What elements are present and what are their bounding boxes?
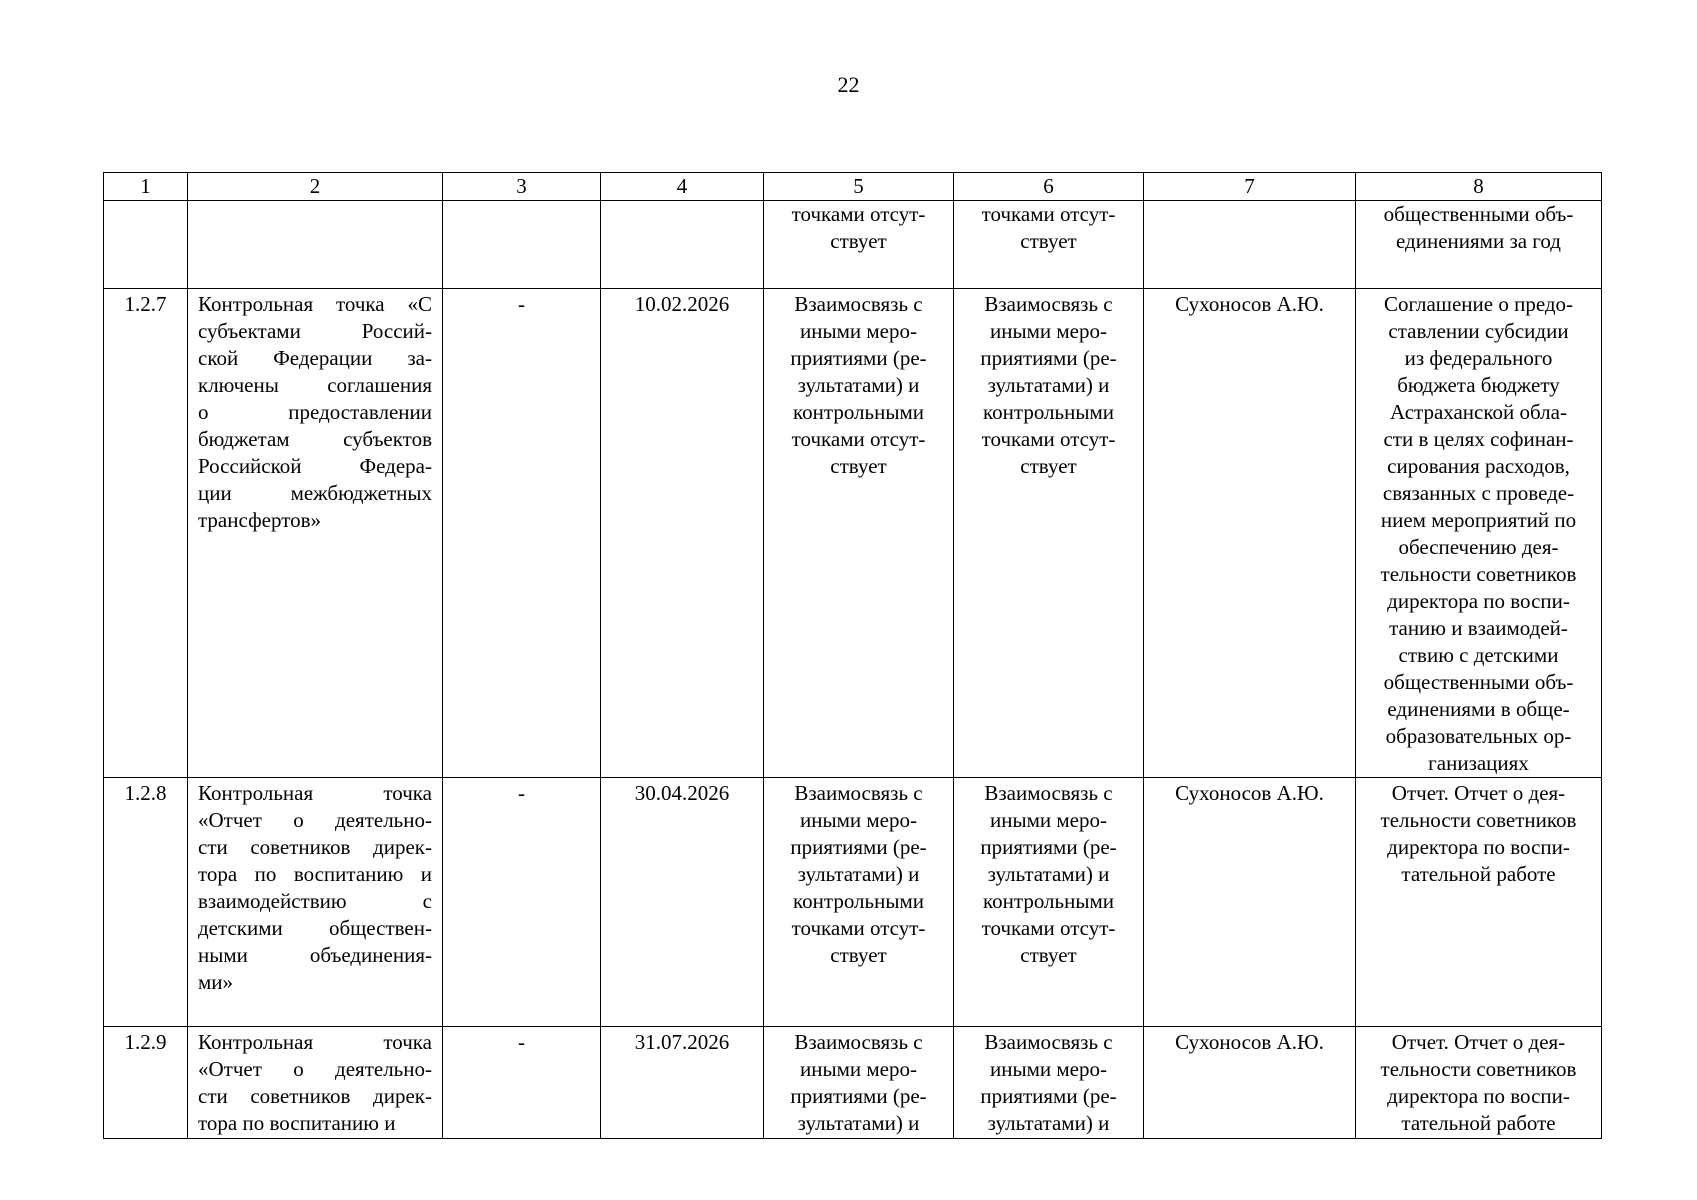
cell-text-line: контрольными (793, 889, 924, 913)
cell-text-line: бюджета бюджету (1397, 373, 1560, 397)
cell-text-line: точками отсут- (981, 427, 1116, 451)
cell-name (188, 778, 443, 1027)
cell-text-line: Контрольная точка (198, 1030, 432, 1054)
table-row (104, 778, 1602, 1027)
table-row (104, 289, 1602, 778)
cell-col3 (443, 201, 601, 289)
cell-text-line: тательной работе (1401, 862, 1556, 886)
cell-text-line: общественными объ- (1383, 202, 1574, 226)
column-header-1: 1 (104, 173, 188, 201)
cell-code (104, 201, 188, 289)
cell-text-line: Взаимосвязь с (984, 292, 1113, 316)
cell-text-line: приятиями (ре- (980, 835, 1117, 859)
cell-text-line: контрольными (983, 889, 1114, 913)
cell-text-line: приятиями (ре- (790, 835, 927, 859)
cell-responsible: Сухоносов А.Ю. (1144, 778, 1356, 1027)
cell-text-line: тательной работе (1401, 1111, 1556, 1135)
cell-text-line: ствует (1020, 454, 1077, 478)
cell-col5 (764, 289, 954, 778)
cell-text-line: тельности советников (1380, 562, 1577, 586)
cell-text-line: общественными объ- (1383, 670, 1574, 694)
column-header-8: 8 (1356, 173, 1602, 201)
cell-col3: - (443, 1027, 601, 1139)
cell-text-line: «Отчет о деятельно- (198, 808, 432, 832)
cell-text-line: Взаимосвязь с (794, 781, 923, 805)
cell-text-line: ствует (1020, 229, 1077, 253)
cell-text-line: сти советников дирек- (198, 835, 432, 859)
cell-text-line: связанных с проведе- (1382, 481, 1575, 505)
control-points-table (103, 172, 1602, 1139)
cell-text-line: единениями за год (1396, 229, 1561, 253)
cell-text-line: зультатами) и (797, 862, 920, 886)
cell-text-line: тельности советников (1380, 1057, 1577, 1081)
cell-col8 (1356, 289, 1602, 778)
header-row (104, 173, 1602, 201)
cell-code: 1.2.9 (104, 1027, 188, 1139)
cell-col5 (764, 201, 954, 289)
cell-text-line: точками отсут- (791, 916, 926, 940)
cell-text-line: сти в целях софинан- (1383, 427, 1574, 451)
cell-text-line: ской Федерации за- (198, 346, 432, 370)
table-row-continuation (104, 201, 1602, 289)
cell-name (188, 201, 443, 289)
cell-text-line: точками отсут- (791, 427, 926, 451)
cell-col6 (954, 289, 1144, 778)
cell-text-line: зультатами) и (987, 862, 1110, 886)
cell-text-line: о предоставлении (198, 400, 432, 424)
cell-text-line: зультатами) и (987, 373, 1110, 397)
cell-text-line: точками отсут- (791, 202, 926, 226)
cell-text-line: ставлении субсидии (1388, 319, 1569, 343)
cell-text-line: иными меро- (990, 319, 1107, 343)
cell-text-line: единениями в обще- (1387, 697, 1570, 721)
cell-text-line: точками отсут- (981, 916, 1116, 940)
cell-code: 1.2.7 (104, 289, 188, 778)
cell-text-line: бюджетам субъектов (198, 427, 432, 451)
cell-text-line: обеспечению дея- (1398, 535, 1559, 559)
cell-responsible (1144, 201, 1356, 289)
cell-text-line: контрольными (983, 400, 1114, 424)
cell-col5 (764, 1027, 954, 1139)
column-header-3: 3 (443, 173, 601, 201)
cell-col3: - (443, 778, 601, 1027)
cell-date: 10.02.2026 (601, 289, 764, 778)
cell-col6 (954, 778, 1144, 1027)
cell-text-line: иными меро- (990, 808, 1107, 832)
cell-text-line: директора по воспи- (1387, 1084, 1570, 1108)
cell-col6 (954, 201, 1144, 289)
cell-text-line: приятиями (ре- (980, 346, 1117, 370)
cell-text-line: детскими обществен- (198, 916, 432, 940)
cell-col3: - (443, 289, 601, 778)
cell-text-line: Отчет. Отчет о дея- (1391, 781, 1566, 805)
cell-date: 31.07.2026 (601, 1027, 764, 1139)
cell-text-line: из федерального (1404, 346, 1553, 370)
cell-text-line: Взаимосвязь с (794, 1030, 923, 1054)
cell-text-line: ключены соглашения (198, 373, 432, 397)
cell-text-line: тора по воспитанию и (198, 862, 432, 886)
cell-text-line: Соглашение о предо- (1383, 292, 1574, 316)
cell-text-line: субъектами Россий- (198, 319, 432, 343)
column-header-2: 2 (188, 173, 443, 201)
cell-text-line: ствует (830, 943, 887, 967)
cell-text-line: приятиями (ре- (980, 1084, 1117, 1108)
cell-text-line: точками отсут- (981, 202, 1116, 226)
table-row (104, 1027, 1602, 1139)
cell-text-line: зультатами) и (987, 1111, 1110, 1135)
cell-text-line: Контрольная точка (198, 781, 432, 805)
cell-text-line: сти советников дирек- (198, 1084, 432, 1108)
cell-text-line: трансфертов» (198, 508, 322, 532)
cell-col8 (1356, 201, 1602, 289)
cell-text-line: образовательных ор- (1385, 724, 1572, 748)
cell-text-line: ции межбюджетных (198, 481, 432, 505)
cell-date: 30.04.2026 (601, 778, 764, 1027)
cell-name (188, 1027, 443, 1139)
cell-text-line: Отчет. Отчет о дея- (1391, 1030, 1566, 1054)
cell-text-line: ствует (1020, 943, 1077, 967)
cell-text-line: взаимодействию с (198, 889, 432, 913)
cell-text-line: директора по воспи- (1387, 589, 1570, 613)
cell-text-line: ствию с детскими (1398, 643, 1559, 667)
column-header-4: 4 (601, 173, 764, 201)
cell-text-line: иными меро- (800, 319, 917, 343)
cell-text-line: иными меро- (990, 1057, 1107, 1081)
cell-responsible: Сухоносов А.Ю. (1144, 289, 1356, 778)
column-header-6: 6 (954, 173, 1144, 201)
cell-text-line: сирования расходов, (1387, 454, 1570, 478)
cell-text-line: директора по воспи- (1387, 835, 1570, 859)
cell-text-line: иными меро- (800, 1057, 917, 1081)
cell-text-line: Взаимосвязь с (984, 1030, 1113, 1054)
cell-text-line: танию и взаимодей- (1389, 616, 1568, 640)
cell-text-line: Контрольная точка «С (198, 292, 432, 316)
page-number: 22 (837, 72, 860, 97)
column-header-7: 7 (1144, 173, 1356, 201)
cell-col8 (1356, 1027, 1602, 1139)
cell-text-line: ствует (830, 229, 887, 253)
cell-text-line: «Отчет о деятельно- (198, 1057, 432, 1081)
cell-text-line: приятиями (ре- (790, 346, 927, 370)
cell-text-line: ными объединения- (198, 943, 432, 967)
cell-text-line: тельности советников (1380, 808, 1577, 832)
cell-responsible: Сухоносов А.Ю. (1144, 1027, 1356, 1139)
column-header-5: 5 (764, 173, 954, 201)
cell-text-line: Взаимосвязь с (794, 292, 923, 316)
cell-date (601, 201, 764, 289)
cell-text-line: контрольными (793, 400, 924, 424)
cell-text-line: Астраханской обла- (1390, 400, 1567, 424)
cell-text-line: тора по воспитанию и (198, 1111, 396, 1135)
cell-code: 1.2.8 (104, 778, 188, 1027)
cell-text-line: Взаимосвязь с (984, 781, 1113, 805)
cell-col5 (764, 778, 954, 1027)
cell-name (188, 289, 443, 778)
cell-col8 (1356, 778, 1602, 1027)
cell-text-line: Российской Федера- (198, 454, 432, 478)
cell-text-line: ствует (830, 454, 887, 478)
cell-text-line: иными меро- (800, 808, 917, 832)
cell-text-line: нием мероприятий по (1380, 508, 1577, 532)
cell-col6 (954, 1027, 1144, 1139)
cell-text-line: ганизациях (1428, 751, 1529, 775)
cell-text-line: приятиями (ре- (790, 1084, 927, 1108)
cell-text-line: зультатами) и (797, 1111, 920, 1135)
cell-text-line: зультатами) и (797, 373, 920, 397)
cell-text-line: ми» (198, 970, 234, 994)
